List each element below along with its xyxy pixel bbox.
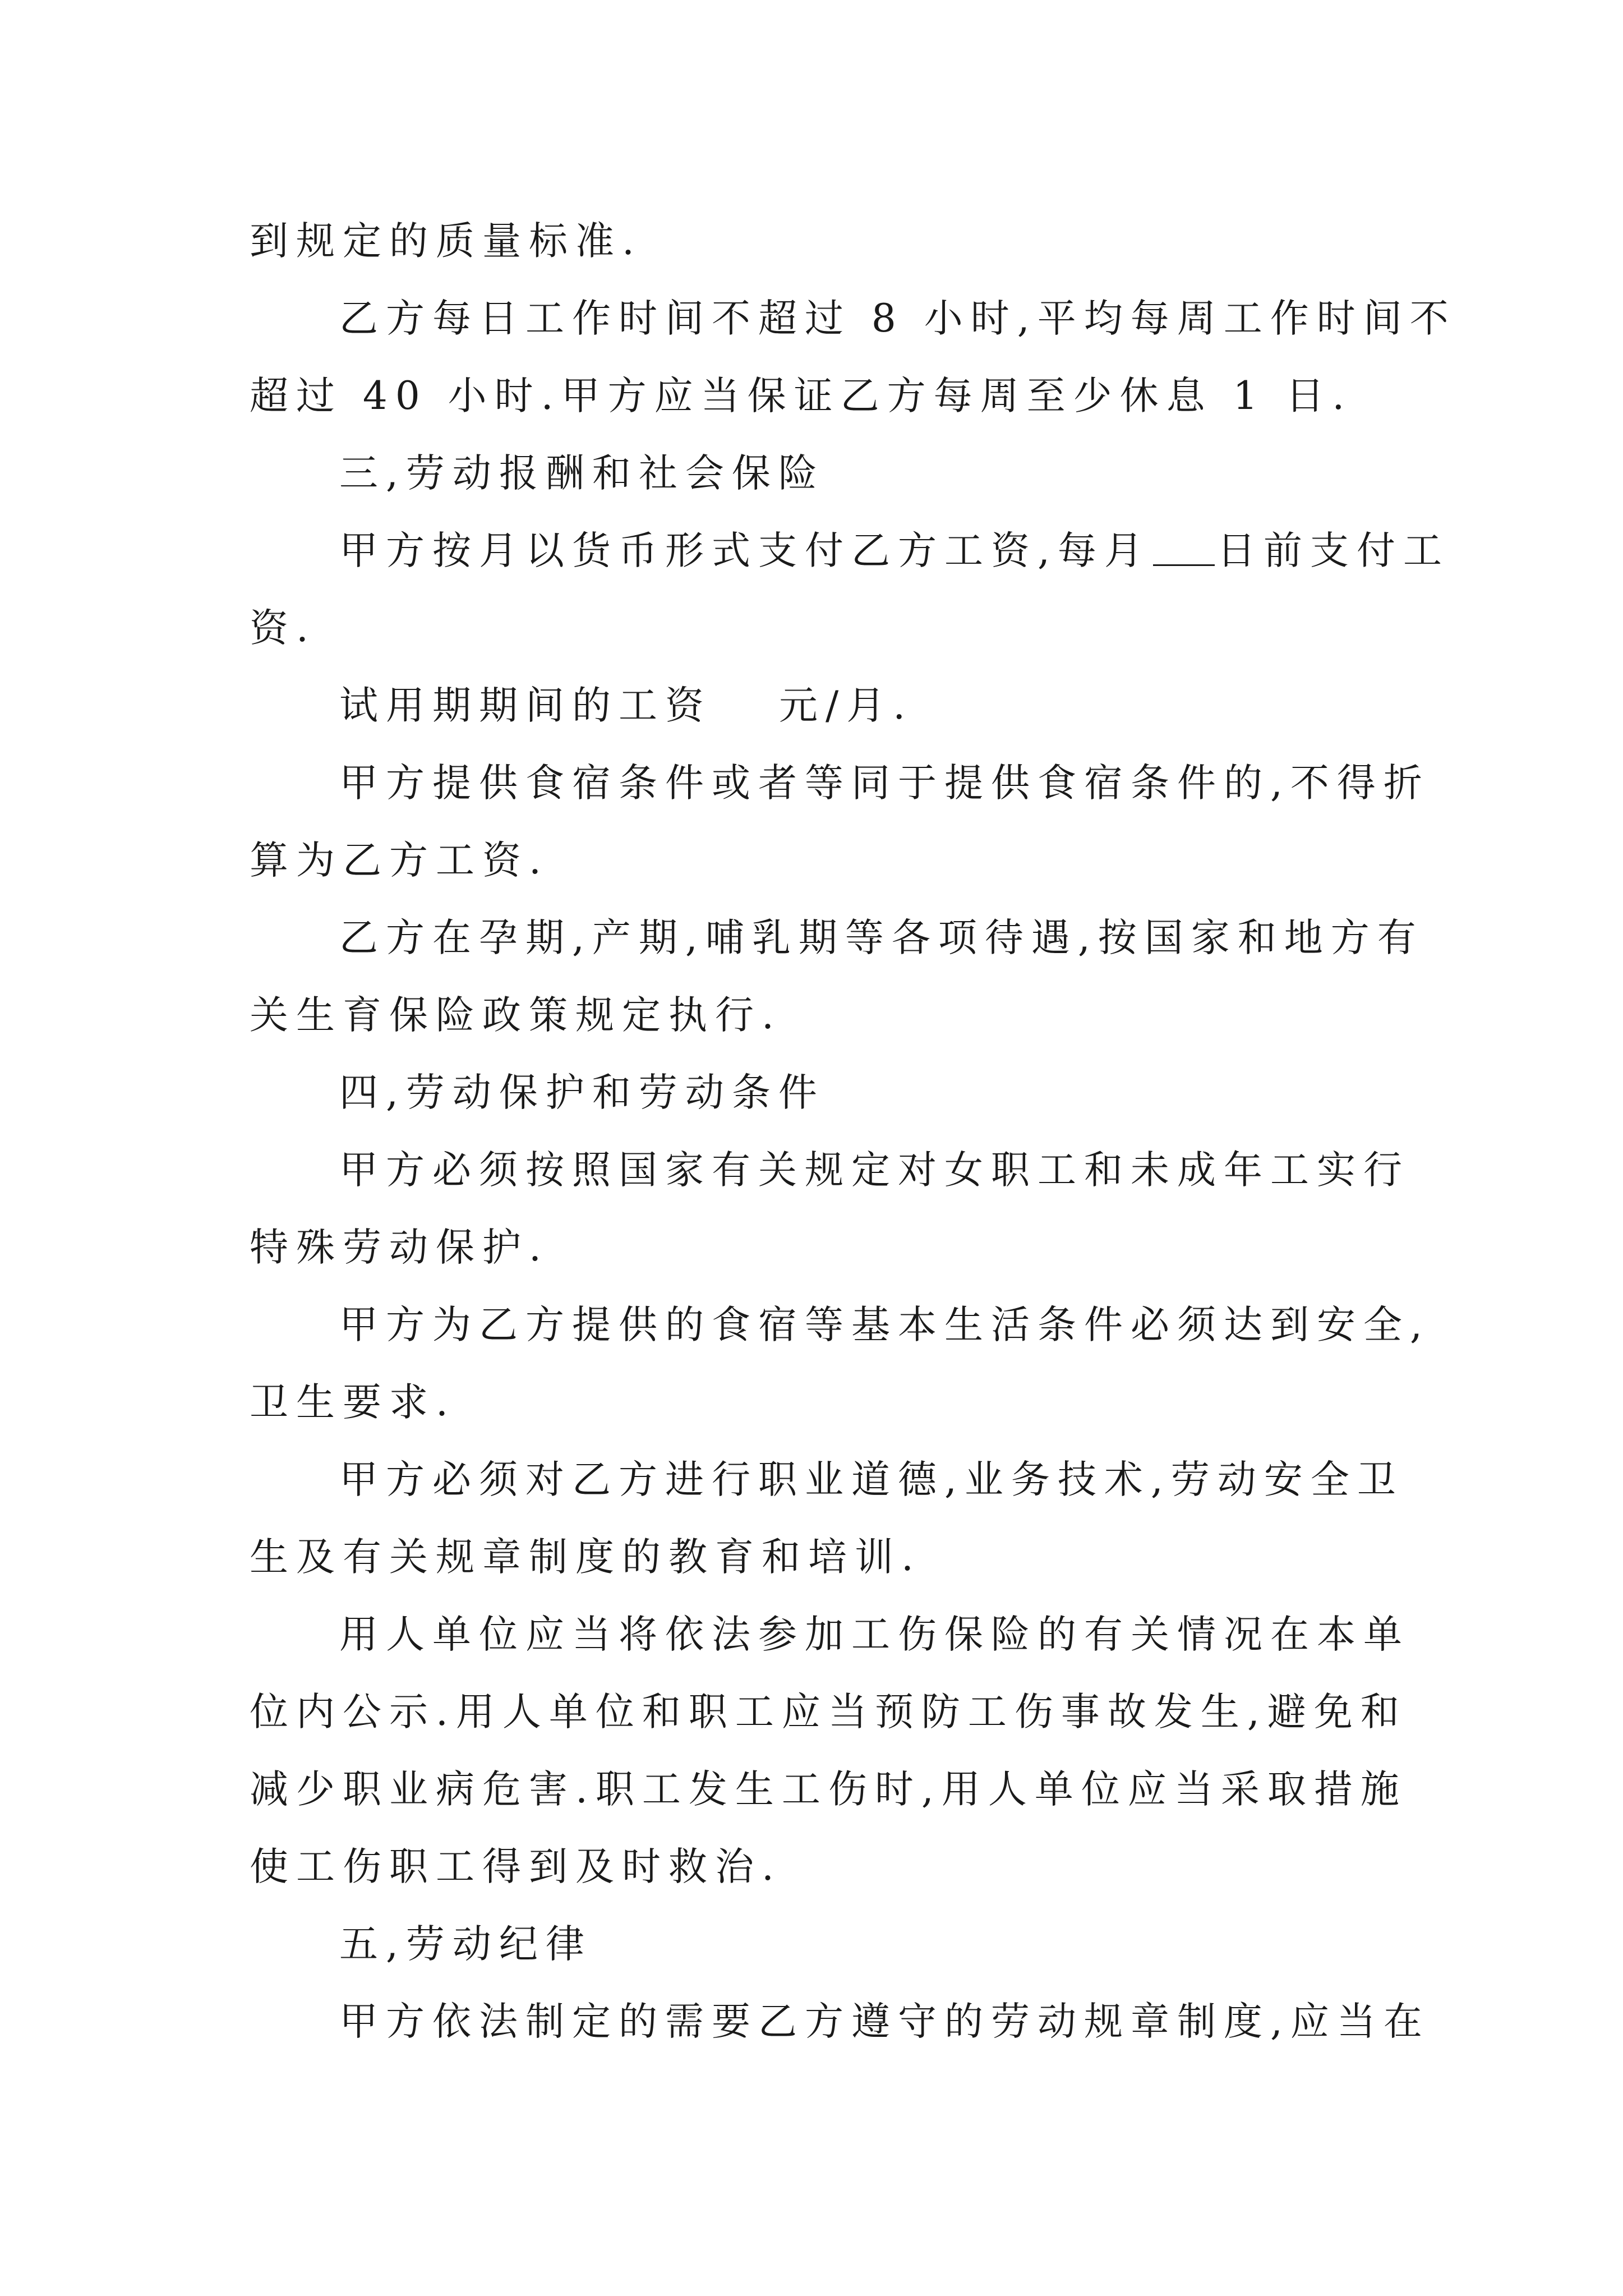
section-heading: 四,劳动保护和劳动条件 xyxy=(339,1070,825,1115)
fill-in-blank xyxy=(1153,562,1215,566)
paragraph-line: 使工伤职工得到及时救治. xyxy=(250,1844,782,1889)
paragraph-line xyxy=(339,680,913,731)
paragraph-line: 特殊劳动保护. xyxy=(250,1225,549,1270)
text-segment: 甲方按月以货币形式支付乙方工资,每月 xyxy=(339,528,1151,573)
text-segment: 试用期期间的工资 xyxy=(339,683,712,728)
paragraph-line: 超过 40 小时.甲方应当保证乙方每周至少休息 1 日. xyxy=(250,374,1353,418)
paragraph-line: 生及有关规章制度的教育和培训. xyxy=(250,1535,921,1580)
section-heading: 五,劳动纪律 xyxy=(339,1922,592,1967)
paragraph-line: 甲方为乙方提供的食宿等基本生活条件必须达到安全, xyxy=(339,1303,1430,1347)
paragraph-line: 位内公示.用人单位和职工应当预防工伤事故发生,避免和 xyxy=(250,1690,1407,1734)
paragraph-line: 算为乙方工资. xyxy=(250,838,549,883)
paragraph-line: 减少职业病危害.职工发生工伤时,用人单位应当采取措施 xyxy=(250,1767,1407,1812)
paragraph-line: 甲方提供食宿条件或者等同于提供食宿条件的,不得折 xyxy=(339,761,1430,806)
paragraph-line xyxy=(339,526,1450,576)
paragraph-line: 资. xyxy=(250,606,316,651)
text-segment: 元/月. xyxy=(779,683,914,728)
paragraph-line: 用人单位应当将依法参加工伤保险的有关情况在本单 xyxy=(339,1612,1410,1657)
paragraph-line: 关生育保险政策规定执行. xyxy=(250,993,782,1038)
paragraph-line: 乙方每日工作时间不超过 8 小时,平均每周工作时间不 xyxy=(339,296,1456,341)
paragraph-line: 甲方依法制定的需要乙方遵守的劳动规章制度,应当在 xyxy=(339,1999,1430,2044)
paragraph-line: 卫生要求. xyxy=(250,1380,456,1425)
section-heading: 三,劳动报酬和社会保险 xyxy=(339,451,825,496)
paragraph-line: 甲方必须对乙方进行职业道德,业务技术,劳动安全卫 xyxy=(339,1457,1404,1502)
paragraph-line: 到规定的质量标准. xyxy=(250,219,642,264)
text-segment: 日前支付工 xyxy=(1216,528,1450,573)
paragraph-line: 甲方必须按照国家有关规定对女职工和未成年工实行 xyxy=(339,1148,1410,1193)
paragraph-line: 乙方在孕期,产期,哺乳期等各项待遇,按国家和地方有 xyxy=(339,915,1424,960)
